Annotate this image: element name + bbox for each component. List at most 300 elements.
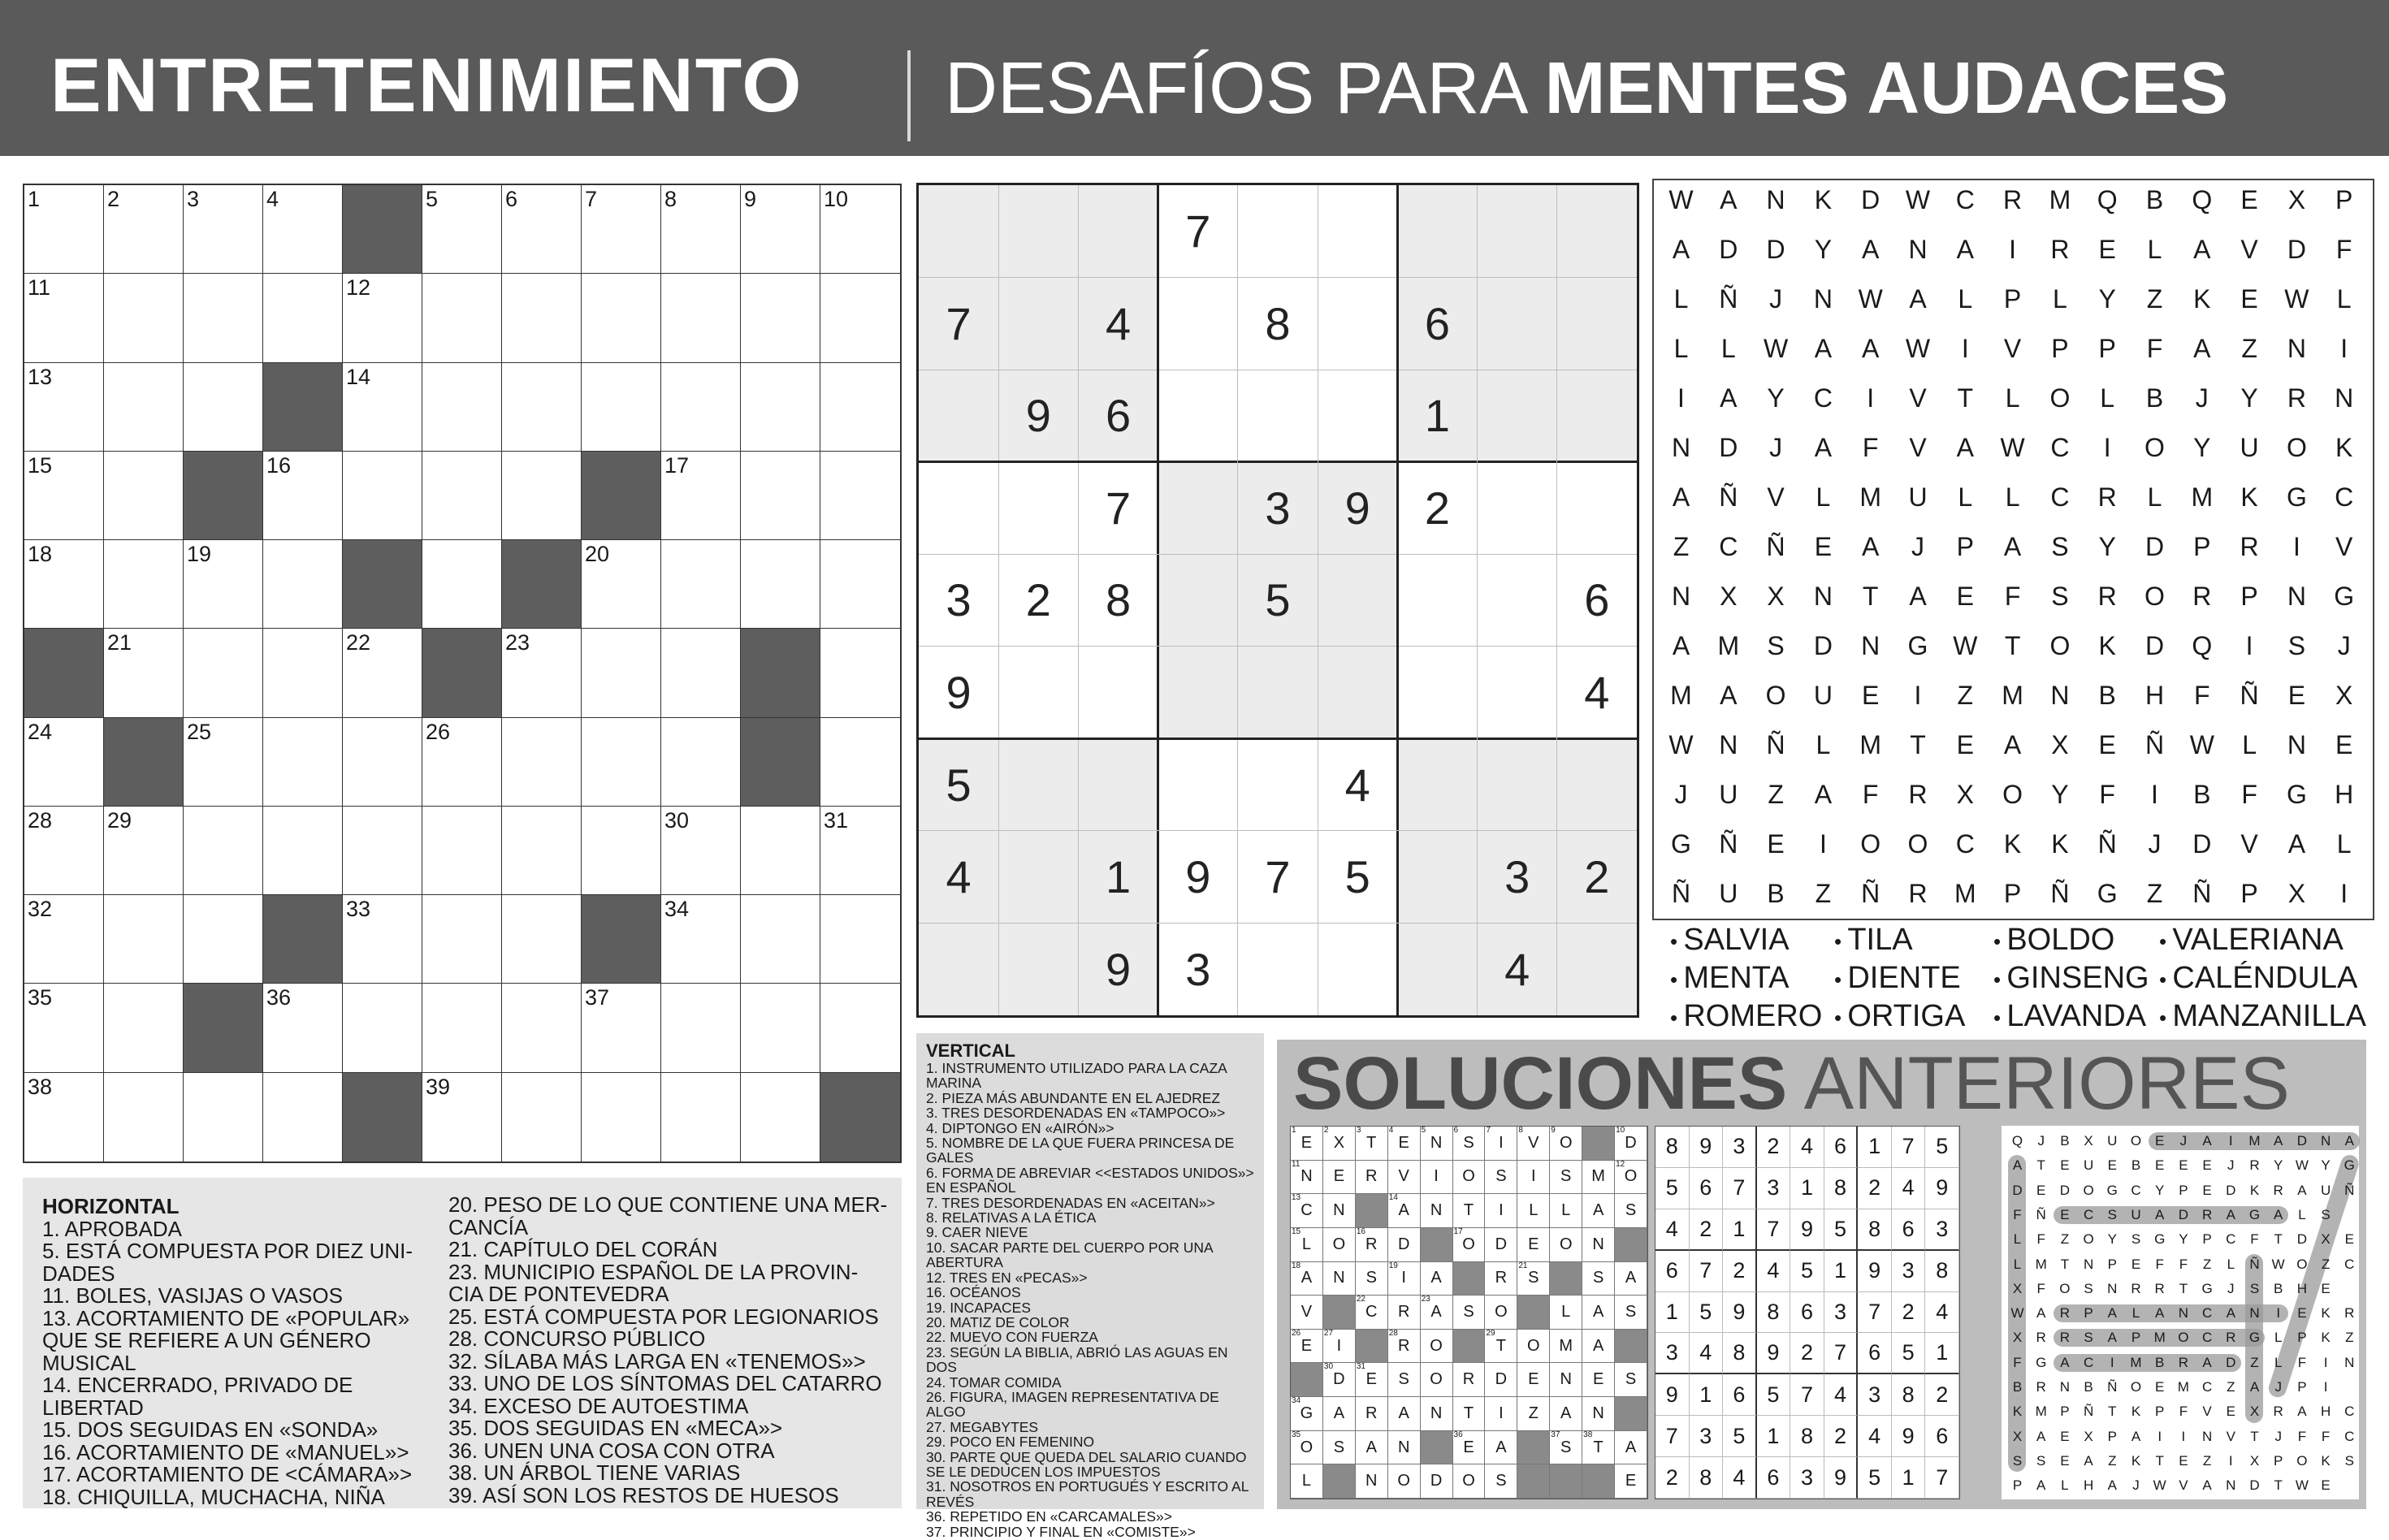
crossword-cell[interactable] <box>741 452 820 540</box>
word-search-letter[interactable]: X <box>1767 582 1785 611</box>
sudoku-cell[interactable] <box>1238 185 1318 278</box>
crossword-cell[interactable] <box>24 540 104 629</box>
sudoku-cell[interactable] <box>1478 185 1557 278</box>
crossword-cell[interactable] <box>502 363 582 452</box>
word-search-letter[interactable]: O <box>1860 829 1881 859</box>
crossword-cell[interactable] <box>24 1073 104 1161</box>
word-search-letter[interactable]: I <box>1961 334 1969 363</box>
word-search-letter[interactable]: U <box>1813 681 1833 710</box>
sudoku-cell[interactable]: 4 <box>1078 278 1158 370</box>
word-search-letter[interactable]: N <box>1766 185 1785 214</box>
word-search-letter[interactable]: A <box>1672 631 1690 660</box>
word-search-letter[interactable]: A <box>1956 433 1974 462</box>
sudoku-cell[interactable]: 5 <box>1238 554 1318 647</box>
word-search-letter[interactable]: T <box>1862 582 1879 611</box>
word-search-letter[interactable]: P <box>2003 879 2022 908</box>
sudoku-cell[interactable] <box>1557 462 1637 555</box>
sudoku-cell[interactable] <box>1158 554 1238 647</box>
word-search-letter[interactable]: N <box>2287 582 2306 611</box>
word-search-letter[interactable]: K <box>2098 631 2116 660</box>
word-search-letter[interactable]: N <box>1671 433 1691 462</box>
sudoku-cell[interactable]: 6 <box>1397 278 1477 370</box>
sudoku-cell[interactable] <box>1318 370 1397 462</box>
crossword-cell[interactable] <box>582 718 661 807</box>
word-search-letter[interactable]: A <box>2193 235 2211 264</box>
sudoku-cell[interactable] <box>1158 370 1238 462</box>
word-search-letter[interactable]: N <box>2287 334 2306 363</box>
sudoku-cell[interactable] <box>919 923 998 1015</box>
crossword-cell[interactable] <box>184 807 263 895</box>
crossword-cell[interactable] <box>502 718 582 807</box>
sudoku-cell[interactable] <box>1318 554 1397 647</box>
sudoku-cell[interactable]: 5 <box>1344 851 1370 903</box>
crossword-cell[interactable] <box>741 185 820 274</box>
sudoku-cell[interactable]: 3 <box>1185 943 1211 995</box>
word-search-letter[interactable]: G <box>1907 631 1928 660</box>
word-search-letter[interactable]: N <box>1813 582 1833 611</box>
sudoku-cell[interactable] <box>1557 738 1637 831</box>
word-search-letter[interactable]: H <box>2335 780 2354 809</box>
word-search-letter[interactable]: M <box>1717 631 1740 660</box>
word-search-letter[interactable]: L <box>1720 334 1736 363</box>
word-search-letter[interactable]: G <box>2334 582 2355 611</box>
word-search-letter[interactable]: Ñ <box>1766 730 1785 759</box>
word-search-letter[interactable]: S <box>1767 631 1785 660</box>
word-search-letter[interactable]: C <box>1955 829 1975 859</box>
word-search-letter[interactable]: O <box>2049 383 2071 413</box>
sudoku-grid[interactable] <box>916 183 1639 1018</box>
word-search-letter[interactable]: E <box>2335 730 2353 759</box>
crossword-cell[interactable] <box>263 274 343 362</box>
word-search-letter[interactable]: D <box>1766 235 1785 264</box>
word-search-letter[interactable]: K <box>2051 829 2069 859</box>
crossword-cell[interactable] <box>422 185 502 274</box>
word-search-letter[interactable]: F <box>2194 681 2210 710</box>
word-search-letter[interactable]: F <box>2241 780 2257 809</box>
word-search-letter[interactable]: Y <box>1814 235 1833 264</box>
sudoku-cell[interactable] <box>998 738 1078 831</box>
word-search-letter[interactable]: I <box>2103 433 2111 462</box>
crossword-cell[interactable] <box>741 984 820 1072</box>
crossword-cell[interactable] <box>184 540 263 629</box>
sudoku-cell[interactable] <box>1158 278 1238 370</box>
word-search-letter[interactable]: U <box>1719 879 1738 908</box>
word-search-letter[interactable]: V <box>1909 383 1927 413</box>
crossword-cell[interactable] <box>502 984 582 1072</box>
sudoku-cell[interactable] <box>919 462 998 555</box>
crossword-cell[interactable] <box>661 185 741 274</box>
word-search-letter[interactable]: L <box>2100 383 2115 413</box>
word-search-letter[interactable]: U <box>1908 482 1928 512</box>
word-search-letter[interactable]: S <box>2051 582 2069 611</box>
word-search-letter[interactable]: J <box>2148 829 2162 859</box>
crossword-cell[interactable] <box>502 185 582 274</box>
word-search-letter[interactable]: B <box>1767 879 1785 908</box>
word-search-letter[interactable]: Y <box>2098 532 2116 561</box>
word-search-letter[interactable]: D <box>1861 185 1880 214</box>
word-search-letter[interactable]: U <box>1719 780 1738 809</box>
sudoku-cell[interactable]: 9 <box>998 370 1078 462</box>
word-search-letter[interactable]: W <box>1953 631 1978 660</box>
sudoku-cell[interactable]: 2 <box>1557 831 1637 924</box>
word-search-letter[interactable]: Z <box>1957 681 1974 710</box>
sudoku-cell[interactable] <box>998 278 1078 370</box>
word-search-letter[interactable]: I <box>1819 829 1827 859</box>
word-search-letter[interactable]: M <box>1670 681 1692 710</box>
crossword-cell[interactable] <box>582 540 661 629</box>
sudoku-cell[interactable] <box>1557 370 1637 462</box>
word-search-letter[interactable]: N <box>1861 631 1880 660</box>
crossword-cell[interactable] <box>24 274 104 362</box>
crossword-cell[interactable] <box>104 452 184 540</box>
word-search-letter[interactable]: L <box>2005 482 2020 512</box>
word-search-letter[interactable]: V <box>2003 334 2022 363</box>
crossword-cell[interactable] <box>263 452 343 540</box>
word-search-letter[interactable]: O <box>2286 433 2307 462</box>
crossword-cell[interactable] <box>820 274 900 362</box>
word-search-letter[interactable]: Ñ <box>2097 829 2117 859</box>
word-search-letter[interactable]: Ñ <box>2144 730 2165 759</box>
word-search-letter[interactable]: G <box>2286 780 2307 809</box>
word-search-letter[interactable]: Z <box>2146 284 2163 314</box>
word-search-letter[interactable]: F <box>2004 582 2021 611</box>
word-search-letter[interactable]: M <box>1859 482 1882 512</box>
sudoku-cell[interactable]: 9 <box>1078 923 1158 1015</box>
crossword-cell[interactable] <box>104 1073 184 1161</box>
word-search-letter[interactable]: M <box>1954 879 1976 908</box>
word-search-letter[interactable]: A <box>2193 334 2211 363</box>
crossword-cell[interactable] <box>502 629 582 717</box>
word-search-letter[interactable]: I <box>2292 532 2300 561</box>
crossword-cell[interactable] <box>422 984 502 1072</box>
crossword-cell[interactable] <box>24 807 104 895</box>
crossword-cell[interactable] <box>502 895 582 984</box>
crossword-cell[interactable] <box>422 807 502 895</box>
crossword-cell[interactable] <box>343 895 422 984</box>
word-search-letter[interactable]: H <box>2144 681 2165 710</box>
crossword-cell[interactable] <box>104 984 184 1072</box>
sudoku-cell[interactable] <box>1397 738 1477 831</box>
crossword-cell[interactable] <box>343 363 422 452</box>
sudoku-cell[interactable] <box>1397 185 1477 278</box>
word-search-letter[interactable]: O <box>2002 780 2023 809</box>
crossword-cell[interactable] <box>263 629 343 717</box>
crossword-cell[interactable] <box>582 363 661 452</box>
sudoku-cell[interactable] <box>1318 923 1397 1015</box>
word-search-letter[interactable]: L <box>1958 284 1973 314</box>
crossword-cell[interactable] <box>263 807 343 895</box>
word-search-letter[interactable]: Q <box>2192 185 2213 214</box>
sudoku-cell[interactable] <box>1158 462 1238 555</box>
word-search-letter[interactable]: C <box>2050 433 2070 462</box>
sudoku-cell[interactable] <box>1318 647 1397 739</box>
word-search-letter[interactable]: R <box>2287 383 2306 413</box>
word-search-letter[interactable]: R <box>2097 482 2117 512</box>
sudoku-cell[interactable] <box>1557 185 1637 278</box>
sudoku-cell[interactable] <box>1557 278 1637 370</box>
sudoku-cell[interactable] <box>1078 647 1158 739</box>
word-search-letter[interactable]: V <box>2335 532 2353 561</box>
crossword-cell[interactable] <box>741 895 820 984</box>
word-search-letter[interactable]: V <box>2240 829 2258 859</box>
crossword-cell[interactable] <box>422 363 502 452</box>
crossword-cell[interactable] <box>661 807 741 895</box>
sudoku-cell[interactable] <box>1478 647 1557 739</box>
sudoku-cell[interactable] <box>998 462 1078 555</box>
crossword-cell[interactable] <box>104 807 184 895</box>
word-search-letter[interactable]: R <box>2097 582 2117 611</box>
word-search-letter[interactable]: E <box>1956 582 1974 611</box>
sudoku-cell[interactable] <box>998 647 1078 739</box>
word-search-letter[interactable]: X <box>1720 582 1738 611</box>
word-search-letter[interactable]: L <box>1816 730 1831 759</box>
word-search-letter[interactable]: Ñ <box>2192 879 2212 908</box>
word-search-letter[interactable]: Y <box>2051 780 2069 809</box>
word-search-letter[interactable]: R <box>2003 185 2023 214</box>
word-search-letter[interactable]: T <box>1957 383 1974 413</box>
crossword-cell[interactable] <box>582 629 661 717</box>
word-search-letter[interactable]: P <box>2193 532 2211 561</box>
word-search-letter[interactable]: T <box>1910 730 1926 759</box>
word-search-letter[interactable]: F <box>1862 780 1879 809</box>
word-search-letter[interactable]: O <box>2144 582 2165 611</box>
crossword-cell[interactable] <box>502 274 582 362</box>
word-search-letter[interactable]: I <box>2340 879 2348 908</box>
word-search-letter[interactable]: Ñ <box>1719 482 1738 512</box>
word-search-letter[interactable]: B <box>2145 383 2164 413</box>
crossword-cell[interactable] <box>343 807 422 895</box>
sudoku-cell[interactable] <box>1478 278 1557 370</box>
sudoku-cell[interactable]: 5 <box>919 738 998 831</box>
word-search-letter[interactable]: Z <box>1673 532 1690 561</box>
word-search-letter[interactable]: E <box>2098 730 2116 759</box>
word-search-letter[interactable]: R <box>2192 582 2212 611</box>
sudoku-cell[interactable] <box>1478 370 1557 462</box>
word-search-letter[interactable]: N <box>1813 284 1833 314</box>
word-search-letter[interactable]: K <box>2240 482 2258 512</box>
word-search-letter[interactable]: W <box>1858 284 1883 314</box>
crossword-cell[interactable] <box>184 185 263 274</box>
word-search-letter[interactable]: A <box>1909 582 1927 611</box>
sudoku-cell[interactable]: 4 <box>1344 759 1370 811</box>
sudoku-cell[interactable]: 3 <box>1238 462 1318 555</box>
word-search-letter[interactable]: F <box>1862 433 1879 462</box>
word-search-letter[interactable]: E <box>1767 829 1785 859</box>
word-search-letter[interactable]: E <box>2240 284 2258 314</box>
crossword-cell[interactable] <box>343 718 422 807</box>
word-search-letter[interactable]: L <box>1673 334 1689 363</box>
word-search-letter[interactable]: L <box>2147 482 2162 512</box>
sudoku-cell[interactable]: 2 <box>1025 574 1051 626</box>
word-search-letter[interactable]: G <box>1671 829 1691 859</box>
sudoku-cell[interactable] <box>919 185 998 278</box>
crossword-cell[interactable] <box>741 274 820 362</box>
word-search-letter[interactable]: L <box>1816 482 1831 512</box>
sudoku-cell[interactable]: 4 <box>1584 667 1610 719</box>
word-search-letter[interactable]: D <box>2287 235 2306 264</box>
word-search-letter[interactable]: Ñ <box>2240 681 2259 710</box>
word-search-letter[interactable]: L <box>2336 829 2352 859</box>
sudoku-cell[interactable]: 9 <box>946 667 972 719</box>
word-search-letter[interactable]: Y <box>2193 433 2211 462</box>
word-search-letter[interactable]: N <box>2335 383 2354 413</box>
word-search-letter[interactable]: V <box>1767 482 1785 512</box>
sudoku-cell[interactable]: 7 <box>1265 851 1291 903</box>
word-search-letter[interactable]: R <box>1908 879 1928 908</box>
crossword-cell[interactable] <box>24 718 104 807</box>
word-search-grid[interactable] <box>1652 179 2374 920</box>
sudoku-cell[interactable]: 7 <box>1105 482 1132 534</box>
word-search-letter[interactable]: I <box>1677 383 1685 413</box>
sudoku-cell[interactable] <box>1397 923 1477 1015</box>
crossword-cell[interactable] <box>661 452 741 540</box>
word-search-letter[interactable]: W <box>1905 185 1931 214</box>
crossword-cell[interactable] <box>661 984 741 1072</box>
sudoku-cell[interactable]: 4 <box>1478 923 1557 1015</box>
word-search-letter[interactable]: R <box>1908 780 1928 809</box>
crossword-cell[interactable] <box>104 274 184 362</box>
sudoku-cell[interactable]: 2 <box>1424 482 1451 534</box>
word-search-letter[interactable]: W <box>2284 284 2309 314</box>
crossword-cell[interactable] <box>820 807 900 895</box>
crossword-cell[interactable] <box>343 629 422 717</box>
word-search-letter[interactable]: X <box>2051 730 2069 759</box>
crossword-cell[interactable] <box>104 540 184 629</box>
word-search-letter[interactable]: I <box>1914 681 1922 710</box>
crossword-cell[interactable] <box>741 1073 820 1161</box>
word-search-letter[interactable]: C <box>2335 482 2354 512</box>
sudoku-cell[interactable]: 7 <box>919 278 998 370</box>
word-search-letter[interactable]: F <box>2099 780 2115 809</box>
word-search-letter[interactable]: E <box>2287 681 2306 710</box>
word-search-letter[interactable]: J <box>1769 284 1783 314</box>
word-search-letter[interactable]: X <box>2287 879 2306 908</box>
word-search-letter[interactable]: W <box>2000 433 2025 462</box>
word-search-letter[interactable]: D <box>1719 235 1738 264</box>
word-search-letter[interactable]: Ñ <box>1861 879 1880 908</box>
word-search-letter[interactable]: B <box>2145 185 2164 214</box>
sudoku-cell[interactable]: 6 <box>1078 370 1158 462</box>
word-search-letter[interactable]: Z <box>2241 334 2257 363</box>
sudoku-cell[interactable]: 1 <box>1397 370 1477 462</box>
word-search-letter[interactable]: A <box>1862 334 1880 363</box>
sudoku-cell[interactable] <box>919 370 998 462</box>
crossword-cell[interactable] <box>422 274 502 362</box>
word-search-letter[interactable]: B <box>2098 681 2116 710</box>
crossword-cell[interactable] <box>741 363 820 452</box>
word-search-letter[interactable]: T <box>2004 631 2021 660</box>
word-search-letter[interactable]: I <box>2151 780 2158 809</box>
crossword-cell[interactable] <box>661 895 741 984</box>
crossword-cell[interactable] <box>820 629 900 717</box>
word-search-letter[interactable]: R <box>2050 235 2070 264</box>
crossword-cell[interactable] <box>820 718 900 807</box>
word-search-letter[interactable]: A <box>1814 780 1833 809</box>
crossword-cell[interactable] <box>582 185 661 274</box>
word-search-letter[interactable]: Ñ <box>2050 879 2070 908</box>
crossword-cell[interactable] <box>820 540 900 629</box>
word-search-letter[interactable]: G <box>2097 879 2118 908</box>
word-search-letter[interactable]: P <box>2335 185 2353 214</box>
crossword-cell[interactable] <box>820 895 900 984</box>
crossword-cell[interactable] <box>582 274 661 362</box>
crossword-cell[interactable] <box>422 718 502 807</box>
word-search-letter[interactable]: Z <box>1815 879 1832 908</box>
word-search-letter[interactable]: L <box>2147 235 2162 264</box>
word-search-letter[interactable]: Z <box>1768 780 1784 809</box>
sudoku-cell[interactable]: 8 <box>1265 297 1291 349</box>
word-search-letter[interactable]: D <box>2144 532 2165 561</box>
sudoku-cell[interactable] <box>1318 278 1397 370</box>
word-search-letter[interactable]: R <box>2240 532 2259 561</box>
sudoku-cell[interactable] <box>998 185 1078 278</box>
word-search-letter[interactable]: W <box>1905 334 1931 363</box>
word-search-letter[interactable]: C <box>2050 482 2070 512</box>
word-search-letter[interactable]: E <box>1814 532 1833 561</box>
crossword-cell[interactable] <box>422 452 502 540</box>
sudoku-cell[interactable] <box>1238 923 1318 1015</box>
word-search-letter[interactable]: K <box>2003 829 2022 859</box>
word-search-letter[interactable]: N <box>2050 681 2070 710</box>
crossword-cell[interactable] <box>741 807 820 895</box>
sudoku-cell[interactable] <box>1397 554 1477 647</box>
word-search-letter[interactable]: D <box>1719 433 1738 462</box>
crossword-cell[interactable] <box>343 984 422 1072</box>
word-search-letter[interactable]: M <box>2049 185 2071 214</box>
crossword-cell[interactable] <box>104 895 184 984</box>
sudoku-cell[interactable]: 7 <box>1185 205 1211 257</box>
crossword-cell[interactable] <box>104 363 184 452</box>
word-search-letter[interactable]: C <box>1719 532 1738 561</box>
word-search-letter[interactable]: M <box>1859 730 1882 759</box>
word-search-letter[interactable]: S <box>2051 532 2069 561</box>
word-search-letter[interactable]: Y <box>2098 284 2116 314</box>
crossword-cell[interactable] <box>582 807 661 895</box>
word-search-letter[interactable]: Z <box>2146 879 2163 908</box>
sudoku-cell[interactable]: 1 <box>1078 831 1158 924</box>
crossword-cell[interactable] <box>582 1073 661 1161</box>
crossword-cell[interactable] <box>343 452 422 540</box>
word-search-letter[interactable]: A <box>1720 383 1738 413</box>
crossword-cell[interactable] <box>104 629 184 717</box>
word-search-letter[interactable]: L <box>1673 284 1689 314</box>
crossword-cell[interactable] <box>661 718 741 807</box>
word-search-letter[interactable]: E <box>2098 235 2116 264</box>
crossword-cell[interactable] <box>263 1073 343 1161</box>
sudoku-cell[interactable]: 9 <box>1185 851 1211 903</box>
crossword-cell[interactable] <box>24 895 104 984</box>
crossword-cell[interactable] <box>184 895 263 984</box>
word-search-letter[interactable]: U <box>2240 433 2259 462</box>
word-search-letter[interactable]: L <box>1958 482 1973 512</box>
crossword-cell[interactable] <box>661 274 741 362</box>
word-search-letter[interactable]: A <box>1956 235 1974 264</box>
crossword-cell[interactable] <box>263 984 343 1072</box>
crossword-cell[interactable] <box>422 1073 502 1161</box>
sudoku-cell[interactable] <box>998 923 1078 1015</box>
word-search-letter[interactable]: P <box>2051 334 2069 363</box>
word-search-letter[interactable]: M <box>2191 482 2214 512</box>
word-search-letter[interactable]: L <box>2052 284 2067 314</box>
word-search-letter[interactable]: L <box>2336 284 2352 314</box>
word-search-letter[interactable]: J <box>1911 532 1924 561</box>
sudoku-cell[interactable] <box>1238 647 1318 739</box>
word-search-letter[interactable]: W <box>1668 185 1694 214</box>
crossword-cell[interactable] <box>24 185 104 274</box>
sudoku-cell[interactable] <box>1078 185 1158 278</box>
word-search-letter[interactable]: X <box>2335 681 2353 710</box>
crossword-cell[interactable] <box>502 1073 582 1161</box>
